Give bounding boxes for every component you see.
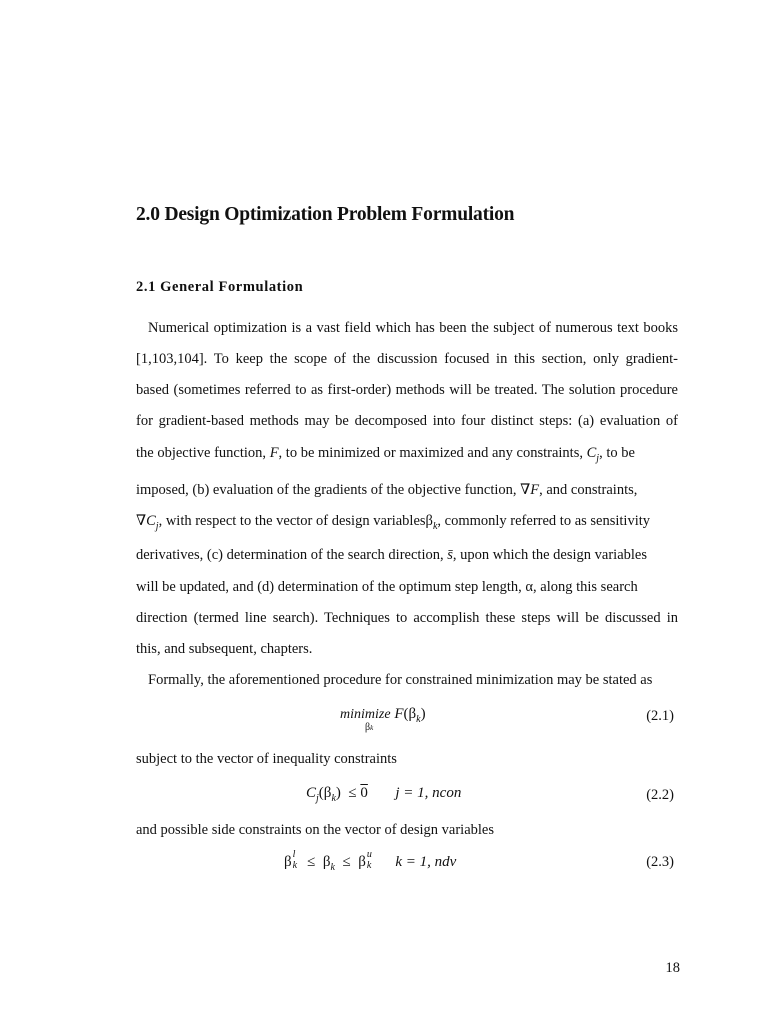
paragraph-line xyxy=(136,443,678,463)
superscript-l: l xyxy=(292,849,296,860)
under-subscript: k xyxy=(370,724,374,732)
text-span: , upon which the design variables xyxy=(452,547,647,563)
text-span: the objective function, xyxy=(136,445,270,461)
function-symbol: F xyxy=(394,706,404,722)
section-title: 2.1 General Formulation xyxy=(136,279,304,295)
equation-body: β l k ≤ $\beta_k \le \beta$ u k k = 1, ndv xyxy=(284,849,457,873)
minimize-subscript xyxy=(365,722,373,733)
text-span: , and constraints, xyxy=(539,482,638,498)
paragraph-line xyxy=(136,511,678,531)
text-span: , to be minimized or maximized and any constraints, xyxy=(278,445,587,461)
text-span: derivatives, (c) determination of the search direction, xyxy=(136,547,448,563)
math-grad-Cj: $\nabla C_j$ xyxy=(136,513,159,532)
equation-number: (2.2) xyxy=(646,787,674,803)
paragraph-line: subject to the vector of inequality constraints xyxy=(136,751,397,767)
text-span: , with respect to the vector of design variables xyxy=(158,513,426,529)
superscript-u: u xyxy=(366,849,372,860)
equation-2-1 xyxy=(136,706,678,736)
equation-body: $C_j(\beta_k) \le 0$ j = 1, ncon xyxy=(306,785,462,804)
paragraph-line: [1,103,104]. To keep the scope of the discussion focused in this section, only gradient- xyxy=(136,351,678,367)
zero-vector: 0 xyxy=(360,785,368,801)
paragraph-line: for gradient-based methods may be decomposed into four distinct steps: (a) evaluation of xyxy=(136,413,678,429)
paragraph-line: this, and subsequent, chapters. xyxy=(136,641,313,657)
equation-number: (2.1) xyxy=(646,708,674,724)
text-span: , along this search xyxy=(533,579,638,595)
paragraph-line: Numerical optimization is a vast field which has been the subject of numerous text books xyxy=(148,320,678,336)
math-beta-k: $\beta_k$ xyxy=(425,513,438,532)
math-s-vector: s̄ xyxy=(447,547,453,563)
equation-body xyxy=(340,706,426,733)
math-grad-F: ∇F xyxy=(520,482,540,498)
paragraph-line xyxy=(136,577,678,597)
constraint-range: j = 1, ncon xyxy=(395,785,462,801)
math-beta-upper: β u k xyxy=(358,849,372,871)
chapter-title: 2.0 Design Optimization Problem Formulation xyxy=(136,204,515,225)
equation-number: (2.3) xyxy=(646,854,674,870)
math-Cj: $C_j$ xyxy=(586,445,600,464)
math-beta-k: $\beta_k$ xyxy=(322,854,335,873)
constraint-range: k = 1, ndv xyxy=(395,854,457,870)
paragraph-line: Formally, the aforementioned procedure for constrained minimization may be stated as xyxy=(148,672,653,688)
math-beta-lower: β l k xyxy=(284,849,298,871)
text-span: will be updated, and (d) determination of the optimum step length, xyxy=(136,579,526,595)
paragraph-line: and possible side constraints on the vector of design variables xyxy=(136,822,494,838)
text-span: , to be xyxy=(599,445,635,461)
page-number: 18 xyxy=(665,960,680,976)
text-span: , commonly referred to as sensitivity xyxy=(437,513,651,529)
math-Cj-beta: $C_j(\beta_k)$ xyxy=(306,785,341,804)
paragraph-line: direction (termed line search). Techniques to accomplish these steps will be discussed in xyxy=(136,610,678,626)
math-F: F xyxy=(269,445,279,461)
math-F-beta: $F(\beta_k)$ xyxy=(394,706,426,725)
paragraph-line xyxy=(136,480,678,500)
under-symbol: β xyxy=(365,722,371,733)
text-span: imposed, (b) evaluation of the gradients of the objective function, xyxy=(136,482,521,498)
equation-text: minimize xyxy=(340,707,391,722)
paragraph-line: based (sometimes referred to as first-order) methods will be treated. The solution procedure xyxy=(136,382,678,398)
paragraph-line xyxy=(136,545,678,565)
math-alpha: α xyxy=(525,579,534,595)
equation-2-3 xyxy=(136,849,678,882)
equation-2-2 xyxy=(136,785,678,815)
